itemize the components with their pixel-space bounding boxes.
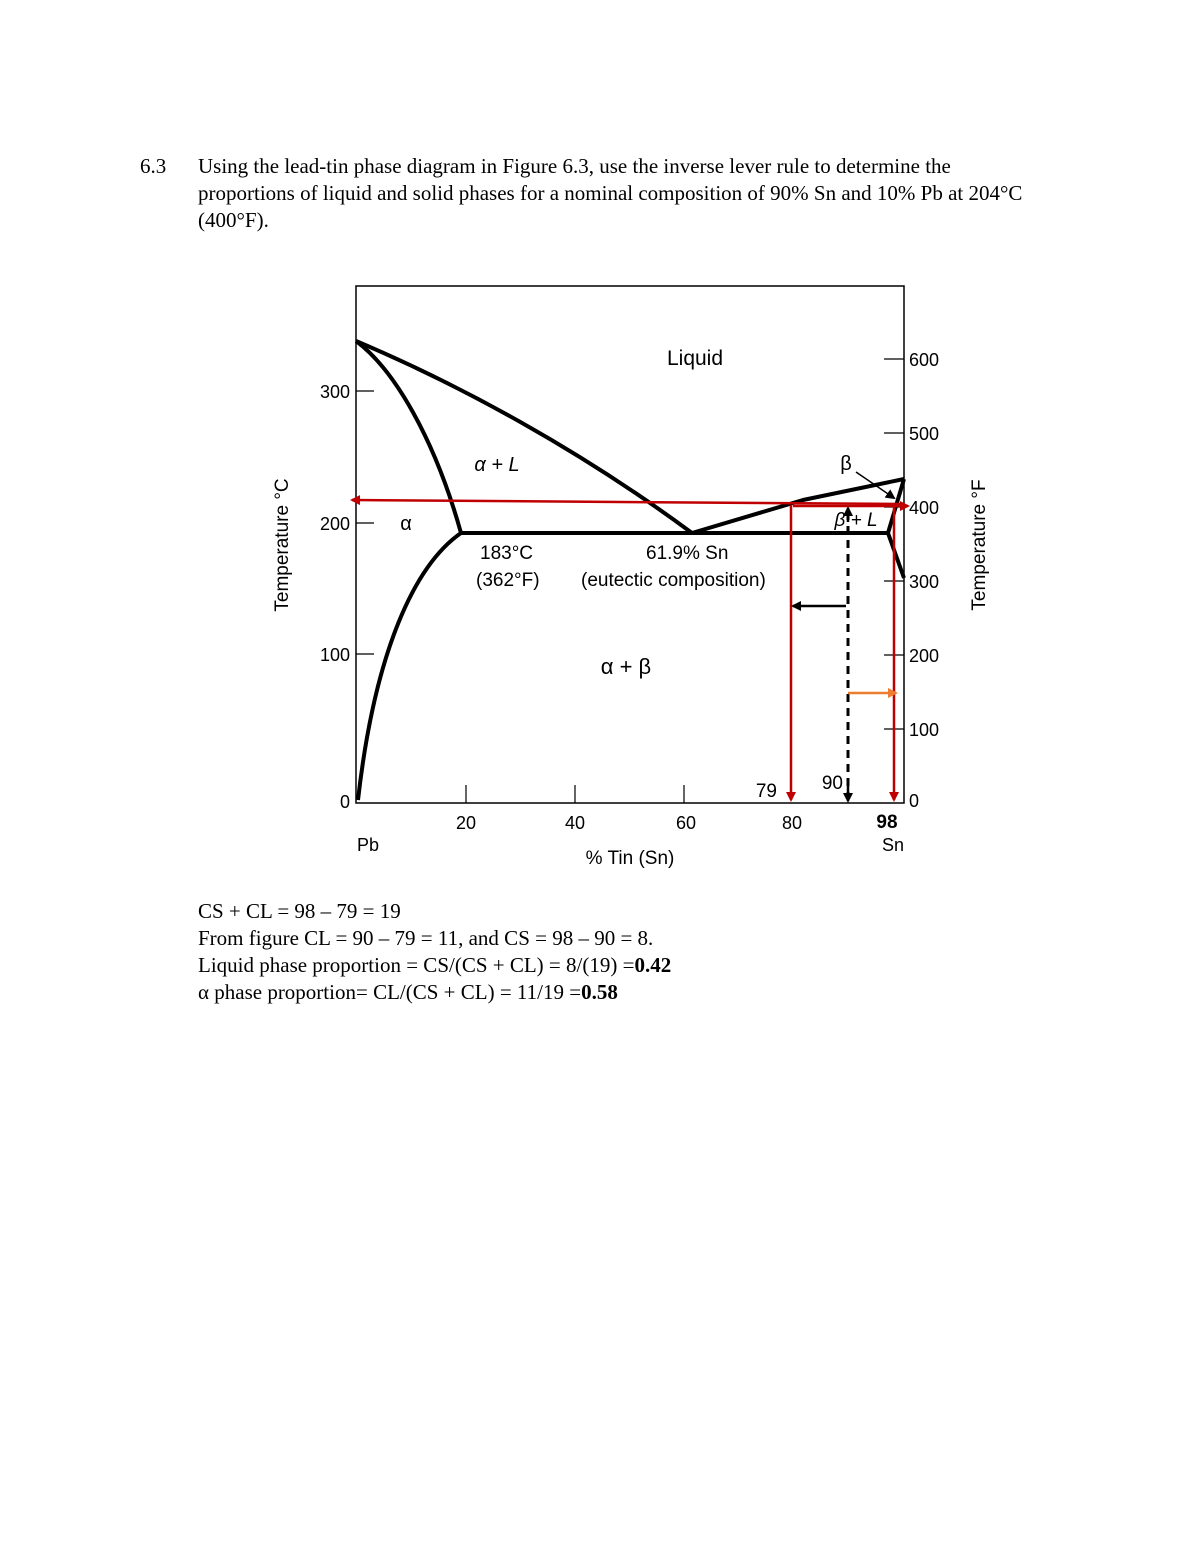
left-axis-label: Temperature °C [272,478,293,612]
region-alpha-beta: α + β [600,654,652,679]
right-axis-label: Temperature °F [969,479,990,611]
right-tick-label: 600 [909,350,940,370]
problem-text: Using the lead-tin phase diagram in Figure 6.3, use the inverse lever rule to determine the proportions of liquid and solid phases for a nominal composition of 90% Sn and 10% Pb at 204°C (400°F). [198,154,1023,232]
alpha-proportion-value: 0.58 [581,980,618,1004]
eutectic-temp-c: 183°C [480,543,534,564]
tie-line-arrow-left [352,500,900,504]
x-left-end-label: Pb [356,835,380,855]
eutectic-composition: 61.9% Sn [646,543,729,564]
solvus-alpha [358,533,461,800]
liquid-proportion-value: 0.42 [634,953,672,977]
solution-line-1: CS + CL = 98 – 79 = 19 [198,899,401,923]
x-axis-label: % Tin (Sn) [585,848,675,869]
right-tick-label: 300 [909,572,940,592]
solvus-beta [888,533,904,578]
x-tick-label: 20 [455,813,477,833]
right-tick-label: 0 [909,791,920,811]
right-tick-label: 200 [909,646,940,666]
solidus-alpha [356,341,461,533]
solution-line-2: From figure CL = 90 – 79 = 11, and CS = 98 – 90 = 8. [198,926,654,950]
cl-value-label: 79 [755,781,777,802]
left-tick-label: 300 [319,382,350,402]
liquid-proportion-text: Liquid phase proportion = CS/(CS + CL) = 8/(19) = [198,953,635,977]
x-right-end-label: Sn [881,835,905,855]
eutectic-temp-f: (362°F) [476,570,540,591]
beta-pointer-line [856,472,894,498]
red-annotations [352,500,908,800]
x-tick-label: 80 [781,813,803,833]
x-axis [466,785,684,803]
liquidus-left [356,341,692,533]
nominal-value-label: 90 [821,773,843,794]
alpha-proportion-text: α phase proportion= CL/(CS + CL) = 11/19 = [198,980,582,1004]
region-liquid: Liquid [666,347,724,370]
x-right-end-value: 98 [876,812,898,833]
region-beta-l: β + L [834,510,878,531]
region-alpha-l: α + L [474,454,520,476]
left-tick-label: 0 [339,792,350,812]
region-alpha: α [400,513,412,535]
x-tick-label: 60 [675,813,697,833]
left-tick-label: 100 [319,645,350,665]
problem-number: 6.3 [140,154,167,178]
right-tick-label: 500 [909,424,940,444]
x-tick-label: 40 [564,813,586,833]
solution-line-4 [198,979,898,1006]
right-tick-label: 400 [909,498,940,518]
left-axis [356,391,374,654]
right-tick-label: 100 [909,720,940,740]
plot-frame [356,286,904,803]
solution-line-3 [198,952,898,979]
eutectic-note: (eutectic composition) [581,570,766,591]
solution-block [198,898,898,1006]
left-tick-label: 200 [319,514,350,534]
region-beta: β [840,453,852,475]
